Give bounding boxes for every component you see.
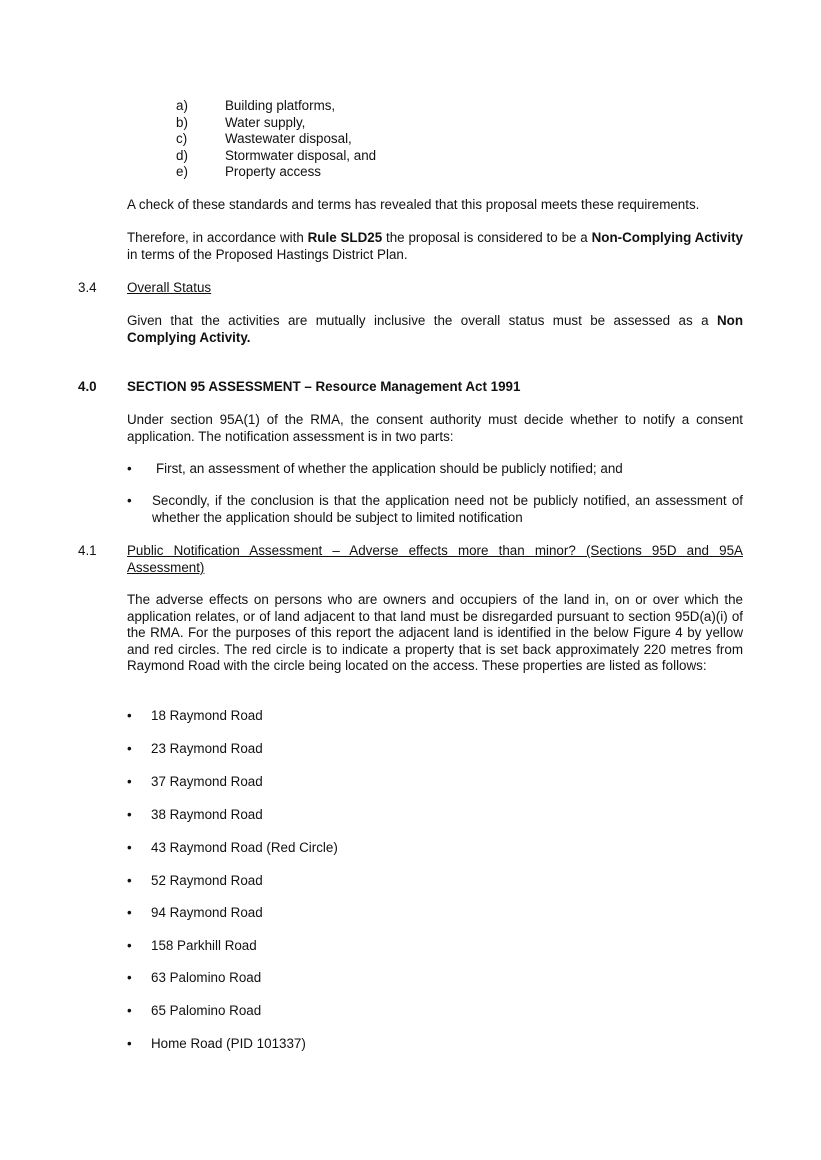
bullet-icon: • [127, 774, 132, 789]
overall-status-value: Non Complying Activity. [127, 313, 743, 345]
property-address: 52 Raymond Road [151, 873, 263, 888]
list-text: Property access [225, 164, 322, 179]
property-address: Home Road (PID 101337) [151, 1036, 306, 1051]
property-address: 94 Raymond Road [151, 905, 263, 920]
therefore-text-3: in terms of the Proposed Hastings District Plan. [127, 246, 408, 262]
bullet-icon: • [127, 840, 132, 855]
list-label: b) [176, 115, 188, 130]
bullet-icon: • [127, 970, 132, 985]
activity-status: Non-Complying Activity [591, 230, 743, 245]
property-address: 158 Parkhill Road [151, 938, 257, 953]
bullet-icon: • [127, 807, 132, 822]
bullet-icon: • [127, 905, 132, 920]
bullet-icon [127, 493, 135, 510]
property-address: 65 Palomino Road [151, 1003, 262, 1018]
list-label: e) [176, 164, 188, 179]
overall-status-paragraph [127, 313, 743, 346]
bullet-text: First, an assessment of whether the application should be publicly notified; and [156, 461, 623, 476]
overall-status-text: Given that the activities are mutually inclusive the overall status must be assessed as a [127, 313, 717, 328]
section-number: 4.1 [78, 543, 97, 558]
section-heading: SECTION 95 ASSESSMENT – Resource Management Act 1991 [127, 379, 521, 394]
section-number: 4.0 [78, 379, 97, 394]
bullet-icon: • [127, 873, 132, 888]
property-address: 37 Raymond Road [151, 774, 263, 789]
list-text: Wastewater disposal, [225, 131, 352, 146]
section-heading: Public Notification Assessment – Adverse effects more than minor? (Sections 95D and 95A Assessment) [127, 543, 743, 575]
property-address: 63 Palomino Road [151, 970, 262, 985]
bullet-icon [127, 461, 135, 478]
list-label: a) [176, 98, 188, 113]
section-95-intro: Under section 95A(1) of the RMA, the consent authority must decide whether to notify a consent application. The notification assessment is in two parts: [127, 412, 743, 444]
check-paragraph: A check of these standards and terms has revealed that this proposal meets these requirements. [127, 197, 700, 212]
property-address: 23 Raymond Road [151, 741, 263, 756]
adverse-effects-paragraph: The adverse effects on persons who are owners and occupiers of the land in, on or over which the application relates, or of land adjacent to that land must be disregarded pursuant to section 95D(a)(i) of the RMA. For the purposes of this report the adjacent land is identified in the below Figure 4 by yellow and red circles. The red circle is to indicate a property that is set back approximately 220 metres from Raymond Road with the circle being located on the access. These properties are listed as follows: [127, 592, 743, 674]
list-label: c) [176, 131, 188, 146]
list-text: Stormwater disposal, and [225, 148, 377, 163]
therefore-text-2: the proposal is considered to be a [382, 230, 592, 245]
bullet-icon: • [127, 708, 132, 723]
section-heading: Overall Status [127, 280, 212, 295]
bullet-icon: • [127, 741, 132, 756]
rule-reference: Rule SLD25 [307, 230, 383, 245]
list-text: Water supply, [225, 115, 306, 130]
section-number: 3.4 [78, 280, 97, 295]
therefore-text-1: Therefore, in accordance with [127, 230, 308, 245]
property-address: 18 Raymond Road [151, 708, 263, 723]
bullet-icon: • [127, 1036, 132, 1051]
therefore-paragraph [127, 230, 743, 263]
list-text: Building platforms, [225, 98, 336, 113]
bullet-text: Secondly, if the conclusion is that the application need not be publicly notified, an assessment of whether the application should be subject to limited notification [152, 493, 743, 525]
bullet-icon: • [127, 938, 132, 953]
property-address: 43 Raymond Road (Red Circle) [151, 840, 338, 855]
property-address: 38 Raymond Road [151, 807, 263, 822]
bullet-icon: • [127, 1003, 132, 1018]
list-label: d) [176, 148, 188, 163]
